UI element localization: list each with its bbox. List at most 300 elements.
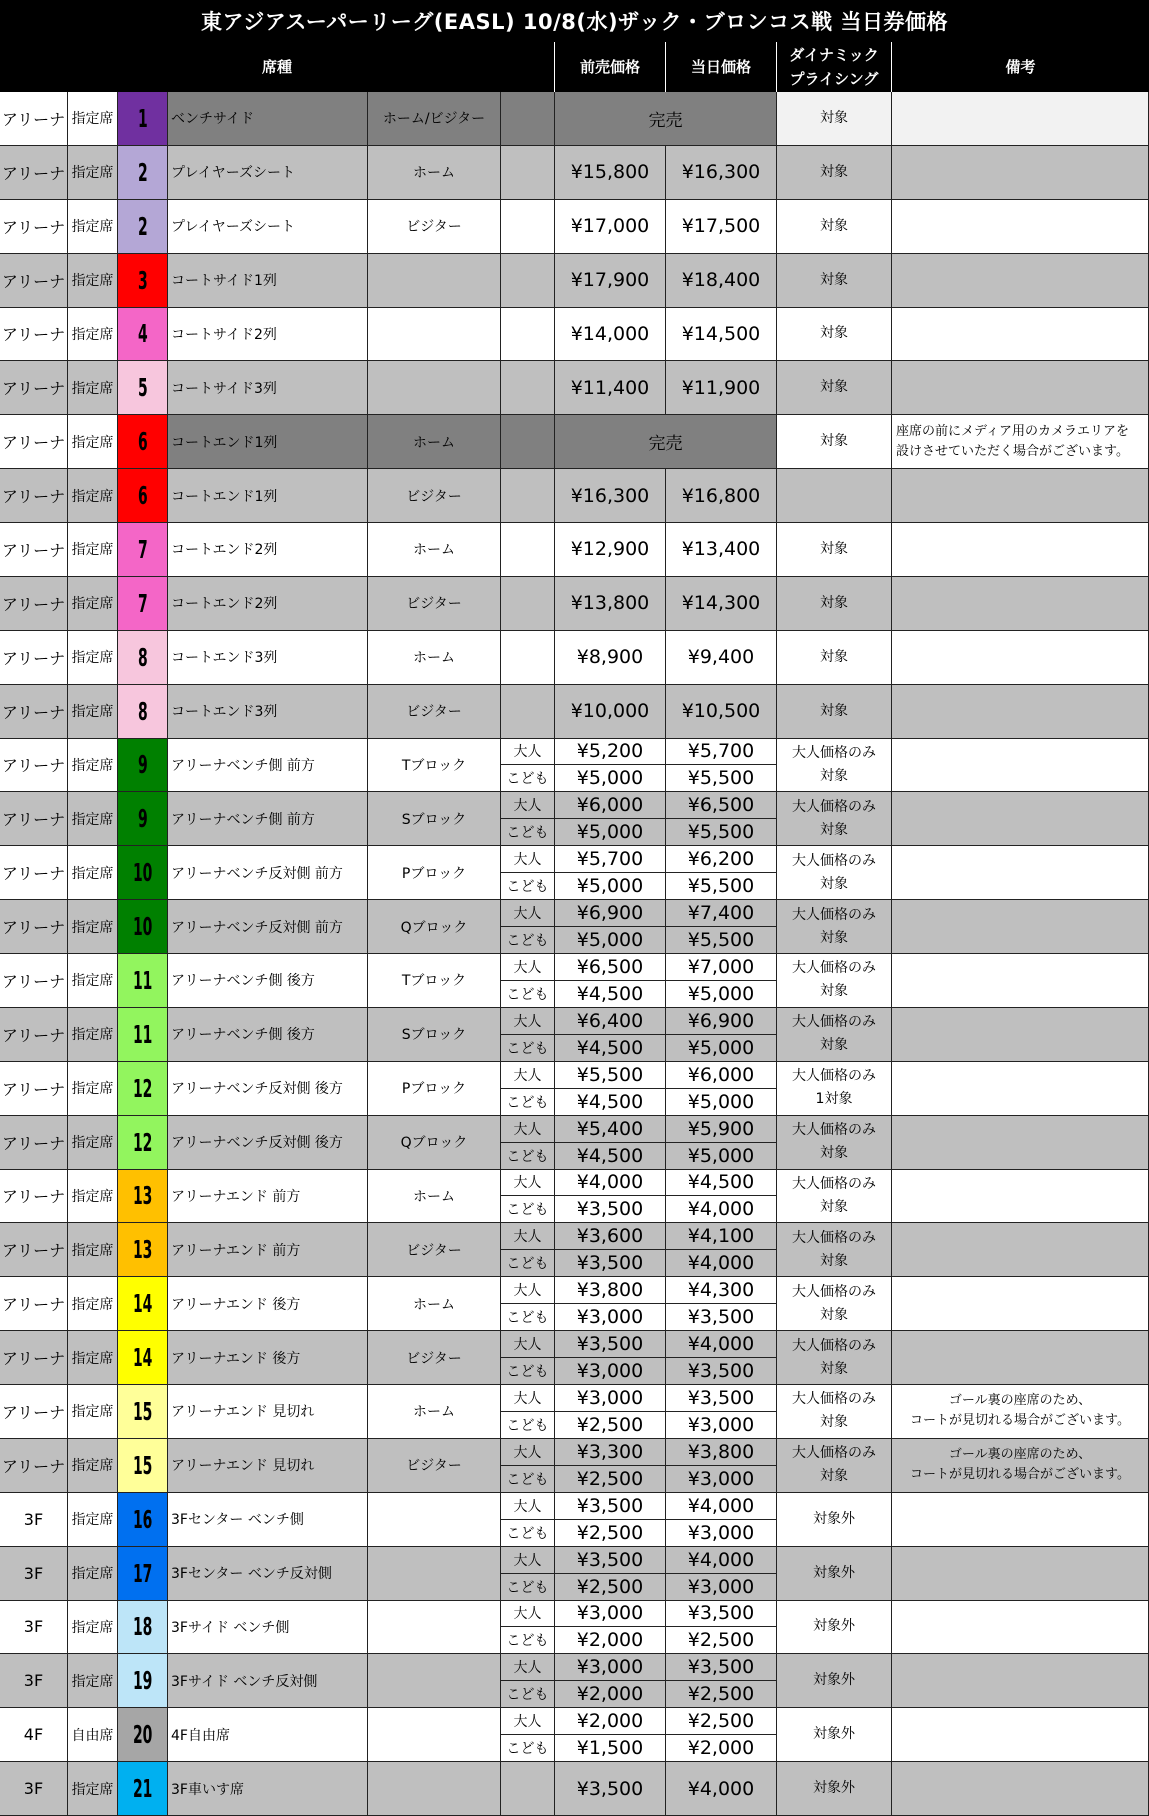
dynamic-line1: 対象 — [820, 540, 848, 557]
seat-name-cell: アリーナベンチ側 後方 — [168, 1008, 368, 1062]
dynamic-line2: 対象 — [820, 875, 848, 892]
adult-label: 大人 — [501, 1223, 555, 1250]
seat-name-cell: ベンチサイド — [168, 92, 368, 146]
seat-number: 19 — [132, 1666, 153, 1696]
seat-number-badge — [118, 469, 168, 523]
advance-price-child: ¥5,000 — [555, 765, 666, 792]
block-cell — [368, 308, 501, 362]
adult-label: 大人 — [501, 739, 555, 766]
area-cell: アリーナ — [0, 631, 68, 685]
block-cell: ビジター — [368, 1331, 501, 1385]
notes-cell — [892, 469, 1149, 523]
child-label: こども — [501, 765, 555, 792]
advance-price-adult: ¥6,400 — [555, 1008, 666, 1035]
notes-cell — [892, 577, 1149, 631]
dynamic-line2: 対象 — [820, 767, 848, 784]
sameday-price-adult: ¥6,500 — [666, 792, 777, 819]
area-cell: アリーナ — [0, 739, 68, 793]
seat-type-cell: 指定席 — [68, 1277, 118, 1331]
advance-price: ¥17,000 — [555, 200, 666, 254]
seat-number: 17 — [132, 1558, 153, 1588]
seat-type-cell: 指定席 — [68, 792, 118, 846]
adult-label: 大人 — [501, 1331, 555, 1358]
sameday-price-adult: ¥4,500 — [666, 1170, 777, 1197]
seat-name-cell: アリーナベンチ反対側 後方 — [168, 1116, 368, 1170]
advance-price-adult: ¥3,500 — [555, 1331, 666, 1358]
dynamic-pricing-cell — [777, 1708, 892, 1762]
dynamic-line2: 対象 — [820, 1252, 848, 1269]
advance-price-child: ¥5,000 — [555, 927, 666, 954]
dynamic-pricing-cell — [777, 1331, 892, 1385]
dynamic-line1: 大人価格のみ — [792, 1445, 876, 1462]
advance-price: ¥3,500 — [555, 1762, 666, 1816]
block-cell — [368, 361, 501, 415]
area-cell: アリーナ — [0, 577, 68, 631]
notes-cell — [892, 954, 1149, 1008]
dynamic-line1: 大人価格のみ — [792, 744, 876, 761]
adult-label: 大人 — [501, 1601, 555, 1628]
dynamic-pricing-cell — [777, 792, 892, 846]
dynamic-pricing-cell — [777, 846, 892, 900]
block-cell: ホーム — [368, 631, 501, 685]
seat-type-cell: 指定席 — [68, 1601, 118, 1655]
sub-label-cell — [501, 1762, 555, 1816]
advance-price-adult: ¥3,300 — [555, 1439, 666, 1466]
advance-price-adult: ¥3,500 — [555, 1547, 666, 1574]
advance-price-child: ¥5,000 — [555, 819, 666, 846]
area-cell: アリーナ — [0, 1062, 68, 1116]
seat-name-cell: コートサイド3列 — [168, 361, 368, 415]
note-line1: ゴール裏の座席のため、 — [948, 1393, 1092, 1409]
adult-label: 大人 — [501, 954, 555, 981]
seat-name-cell: アリーナベンチ反対側 前方 — [168, 900, 368, 954]
dynamic-pricing-cell — [777, 308, 892, 362]
seat-number-badge — [118, 792, 168, 846]
seat-number: 8 — [137, 642, 148, 672]
seat-number: 21 — [132, 1774, 153, 1804]
dynamic-line2: 対象 — [820, 1198, 848, 1215]
note-line1: 座席の前にメディア用のカメラエリアを — [896, 423, 1129, 439]
block-cell: Sブロック — [368, 1008, 501, 1062]
seat-type-cell: 指定席 — [68, 954, 118, 1008]
block-cell: Pブロック — [368, 1062, 501, 1116]
child-label: こども — [501, 1196, 555, 1223]
advance-price-child: ¥4,500 — [555, 1089, 666, 1116]
seat-number-badge — [118, 1277, 168, 1331]
sub-label-cell — [501, 631, 555, 685]
adult-label: 大人 — [501, 900, 555, 927]
advance-price-child: ¥3,500 — [555, 1196, 666, 1223]
sameday-price-adult: ¥4,000 — [666, 1331, 777, 1358]
sameday-price-child: ¥2,500 — [666, 1681, 777, 1708]
area-cell: アリーナ — [0, 1170, 68, 1224]
sameday-price: ¥10,500 — [666, 685, 777, 739]
seat-type-cell: 指定席 — [68, 1008, 118, 1062]
advance-price-child: ¥4,500 — [555, 1143, 666, 1170]
advance-price-adult: ¥4,000 — [555, 1170, 666, 1197]
dynamic-line2: 対象 — [820, 821, 848, 838]
sameday-price-child: ¥3,500 — [666, 1304, 777, 1331]
header-seat: 席種 — [0, 42, 555, 92]
seat-number-badge — [118, 577, 168, 631]
seat-name-cell: コートエンド2列 — [168, 523, 368, 577]
dynamic-pricing-cell — [777, 1277, 892, 1331]
seat-number: 10 — [132, 858, 153, 888]
dynamic-line1: 対象 — [820, 702, 848, 719]
block-cell — [368, 1493, 501, 1547]
sameday-price-child: ¥2,000 — [666, 1735, 777, 1762]
area-cell: アリーナ — [0, 1385, 68, 1439]
header-notes: 備考 — [892, 42, 1149, 92]
notes-cell — [892, 361, 1149, 415]
seat-number-badge — [118, 1116, 168, 1170]
seat-number-badge — [118, 1331, 168, 1385]
child-label: こども — [501, 1627, 555, 1654]
adult-label: 大人 — [501, 1547, 555, 1574]
advance-price-child: ¥3,000 — [555, 1304, 666, 1331]
advance-price-child: ¥2,500 — [555, 1574, 666, 1601]
notes-cell — [892, 1708, 1149, 1762]
dynamic-pricing-cell — [777, 685, 892, 739]
dynamic-line1: 大人価格のみ — [792, 1229, 876, 1246]
seat-name-cell: アリーナベンチ側 後方 — [168, 954, 368, 1008]
dynamic-line1: 大人価格のみ — [792, 906, 876, 923]
notes-cell — [892, 146, 1149, 200]
seat-number: 20 — [132, 1720, 153, 1750]
block-cell: Tブロック — [368, 739, 501, 793]
seat-number-badge — [118, 631, 168, 685]
child-label: こども — [501, 1412, 555, 1439]
dynamic-line1: 対象 — [820, 325, 848, 342]
advance-price-child: ¥2,500 — [555, 1520, 666, 1547]
notes-cell — [892, 1116, 1149, 1170]
child-label: こども — [501, 873, 555, 900]
sameday-price-adult: ¥3,500 — [666, 1385, 777, 1412]
sameday-price-adult: ¥4,300 — [666, 1277, 777, 1304]
advance-price-adult: ¥6,500 — [555, 954, 666, 981]
seat-type-cell: 指定席 — [68, 577, 118, 631]
sameday-price: ¥17,500 — [666, 200, 777, 254]
block-cell: ホーム — [368, 523, 501, 577]
notes-cell — [892, 1277, 1149, 1331]
dynamic-pricing-cell — [777, 1654, 892, 1708]
seat-name-cell: アリーナエンド 見切れ — [168, 1385, 368, 1439]
area-cell: アリーナ — [0, 954, 68, 1008]
sameday-price: ¥4,000 — [666, 1762, 777, 1816]
area-cell: アリーナ — [0, 846, 68, 900]
seat-type-cell: 指定席 — [68, 1654, 118, 1708]
seat-number: 12 — [132, 1127, 153, 1157]
seat-number: 18 — [132, 1612, 153, 1642]
seat-type-cell: 指定席 — [68, 1762, 118, 1816]
dynamic-line1: 対象外 — [813, 1726, 855, 1743]
seat-name-cell: コートエンド3列 — [168, 631, 368, 685]
block-cell — [368, 1601, 501, 1655]
sameday-price-adult: ¥3,500 — [666, 1601, 777, 1628]
block-cell — [368, 1654, 501, 1708]
child-label: こども — [501, 1035, 555, 1062]
dynamic-line1: 大人価格のみ — [792, 960, 876, 977]
sameday-price-adult: ¥6,200 — [666, 846, 777, 873]
seat-type-cell: 指定席 — [68, 308, 118, 362]
seat-type-cell: 指定席 — [68, 846, 118, 900]
sameday-price: ¥16,300 — [666, 146, 777, 200]
block-cell — [368, 1708, 501, 1762]
sameday-price-adult: ¥3,500 — [666, 1654, 777, 1681]
area-cell: アリーナ — [0, 146, 68, 200]
seat-number: 13 — [132, 1181, 153, 1211]
sameday-price-adult: ¥4,000 — [666, 1493, 777, 1520]
dynamic-pricing-cell — [777, 1385, 892, 1439]
block-cell: ホーム — [368, 146, 501, 200]
block-cell: ビジター — [368, 577, 501, 631]
advance-price-child: ¥3,500 — [555, 1250, 666, 1277]
sameday-price: ¥14,500 — [666, 308, 777, 362]
area-cell: アリーナ — [0, 1331, 68, 1385]
area-cell: アリーナ — [0, 1277, 68, 1331]
child-label: こども — [501, 1143, 555, 1170]
notes-cell — [892, 308, 1149, 362]
sameday-price-adult: ¥4,000 — [666, 1547, 777, 1574]
sameday-price: ¥9,400 — [666, 631, 777, 685]
seat-type-cell: 指定席 — [68, 200, 118, 254]
seat-name-cell: アリーナエンド 後方 — [168, 1277, 368, 1331]
seat-name-cell: コートサイド2列 — [168, 308, 368, 362]
advance-price-adult: ¥5,700 — [555, 846, 666, 873]
seat-number: 12 — [132, 1073, 153, 1103]
dynamic-line2: 1対象 — [815, 1091, 853, 1108]
seat-name-cell: アリーナエンド 見切れ — [168, 1439, 368, 1493]
seat-number: 15 — [132, 1450, 153, 1480]
soldout-cell: 完売 — [555, 415, 777, 469]
child-label: こども — [501, 1574, 555, 1601]
seat-name-cell: アリーナベンチ反対側 後方 — [168, 1062, 368, 1116]
seat-number-badge — [118, 1385, 168, 1439]
dynamic-pricing-cell — [777, 200, 892, 254]
seat-number-badge — [118, 1708, 168, 1762]
advance-price-adult: ¥5,200 — [555, 739, 666, 766]
seat-type-cell: 指定席 — [68, 900, 118, 954]
notes-cell — [892, 631, 1149, 685]
sameday-price-child: ¥3,500 — [666, 1358, 777, 1385]
seat-number-badge — [118, 846, 168, 900]
notes-cell — [892, 1062, 1149, 1116]
sameday-price-child: ¥5,000 — [666, 1035, 777, 1062]
seat-number: 11 — [132, 1019, 153, 1049]
block-cell: ビジター — [368, 469, 501, 523]
notes-cell — [892, 1223, 1149, 1277]
sameday-price-adult: ¥6,900 — [666, 1008, 777, 1035]
seat-type-cell: 指定席 — [68, 1547, 118, 1601]
notes-cell — [892, 1493, 1149, 1547]
sameday-price-adult: ¥5,900 — [666, 1116, 777, 1143]
dynamic-pricing-cell — [777, 1439, 892, 1493]
sameday-price-adult: ¥7,400 — [666, 900, 777, 927]
sub-label-cell — [501, 469, 555, 523]
block-cell: ホーム — [368, 1385, 501, 1439]
child-label: こども — [501, 1304, 555, 1331]
seat-number: 4 — [137, 319, 148, 349]
advance-price: ¥11,400 — [555, 361, 666, 415]
seat-name-cell: コートエンド3列 — [168, 685, 368, 739]
sub-label-cell — [501, 254, 555, 308]
seat-number-badge — [118, 92, 168, 146]
sameday-price-child: ¥5,500 — [666, 819, 777, 846]
seat-number-badge — [118, 415, 168, 469]
note-line1: ゴール裏の座席のため、 — [948, 1447, 1092, 1463]
seat-number-badge — [118, 1170, 168, 1224]
seat-number-badge — [118, 1439, 168, 1493]
dynamic-pricing-cell — [777, 954, 892, 1008]
notes-cell — [892, 200, 1149, 254]
child-label: こども — [501, 1520, 555, 1547]
dynamic-pricing-cell — [777, 1762, 892, 1816]
seat-type-cell: 指定席 — [68, 415, 118, 469]
adult-label: 大人 — [501, 1008, 555, 1035]
dynamic-line2: 対象 — [820, 1145, 848, 1162]
dynamic-pricing-cell — [777, 92, 892, 146]
header-dynamic-line2: プライシング — [789, 70, 879, 88]
area-cell: 3F — [0, 1547, 68, 1601]
notes-cell — [892, 1762, 1149, 1816]
sub-label-cell — [501, 200, 555, 254]
area-cell: 3F — [0, 1493, 68, 1547]
block-cell: ビジター — [368, 200, 501, 254]
seat-number-badge — [118, 1062, 168, 1116]
dynamic-line1: 対象 — [820, 109, 848, 126]
sameday-price-child: ¥4,000 — [666, 1250, 777, 1277]
dynamic-pricing-cell — [777, 523, 892, 577]
child-label: こども — [501, 1681, 555, 1708]
dynamic-pricing-cell — [777, 1493, 892, 1547]
seat-name-cell: アリーナエンド 前方 — [168, 1223, 368, 1277]
dynamic-pricing-cell — [777, 146, 892, 200]
seat-name-cell: 3Fサイド ベンチ側 — [168, 1601, 368, 1655]
seat-type-cell: 指定席 — [68, 1493, 118, 1547]
advance-price-child: ¥2,000 — [555, 1627, 666, 1654]
sub-label-cell — [501, 146, 555, 200]
block-cell: ホーム — [368, 1277, 501, 1331]
sameday-price: ¥18,400 — [666, 254, 777, 308]
sub-label-cell — [501, 577, 555, 631]
block-cell: Pブロック — [368, 846, 501, 900]
adult-label: 大人 — [501, 1708, 555, 1735]
area-cell: アリーナ — [0, 254, 68, 308]
advance-price-child: ¥1,500 — [555, 1735, 666, 1762]
note-line2: 設けさせていただく場合がございます。 — [896, 443, 1129, 459]
dynamic-pricing-cell — [777, 361, 892, 415]
seat-number: 2 — [137, 157, 148, 187]
child-label: こども — [501, 1358, 555, 1385]
dynamic-line2: 対象 — [820, 929, 848, 946]
adult-label: 大人 — [501, 1170, 555, 1197]
advance-price: ¥12,900 — [555, 523, 666, 577]
sameday-price-child: ¥5,500 — [666, 927, 777, 954]
dynamic-line1: 対象外 — [813, 1672, 855, 1689]
area-cell: アリーナ — [0, 469, 68, 523]
seat-type-cell: 指定席 — [68, 92, 118, 146]
note-line2: コートが見切れる場合がございます。 — [910, 1467, 1130, 1483]
advance-price: ¥14,000 — [555, 308, 666, 362]
header-dynamic — [777, 42, 892, 92]
sameday-price-adult: ¥7,000 — [666, 954, 777, 981]
area-cell: アリーナ — [0, 1223, 68, 1277]
seat-number-badge — [118, 200, 168, 254]
sub-label-cell — [501, 415, 555, 469]
seat-type-cell: 指定席 — [68, 146, 118, 200]
seat-name-cell: アリーナエンド 前方 — [168, 1170, 368, 1224]
dynamic-pricing-cell — [777, 415, 892, 469]
child-label: こども — [501, 981, 555, 1008]
block-cell: ビジター — [368, 1223, 501, 1277]
child-label: こども — [501, 1250, 555, 1277]
block-cell — [368, 254, 501, 308]
dynamic-pricing-cell — [777, 900, 892, 954]
sub-label-cell — [501, 308, 555, 362]
seat-number: 14 — [132, 1343, 153, 1373]
advance-price-adult: ¥3,500 — [555, 1493, 666, 1520]
dynamic-line1: 大人価格のみ — [792, 1014, 876, 1031]
sameday-price-child: ¥4,000 — [666, 1196, 777, 1223]
advance-price-adult: ¥6,900 — [555, 900, 666, 927]
sameday-price-adult: ¥2,500 — [666, 1708, 777, 1735]
seat-number: 11 — [132, 965, 153, 995]
seat-number-badge — [118, 1547, 168, 1601]
seat-type-cell: 指定席 — [68, 631, 118, 685]
dynamic-line1: 対象外 — [813, 1780, 855, 1797]
notes-cell — [892, 1601, 1149, 1655]
block-cell: Tブロック — [368, 954, 501, 1008]
dynamic-line1: 大人価格のみ — [792, 1068, 876, 1085]
dynamic-line1: 対象 — [820, 594, 848, 611]
sameday-price-adult: ¥6,000 — [666, 1062, 777, 1089]
area-cell: アリーナ — [0, 415, 68, 469]
sameday-price: ¥13,400 — [666, 523, 777, 577]
sameday-price-child: ¥3,000 — [666, 1466, 777, 1493]
seat-number-badge — [118, 1654, 168, 1708]
dynamic-pricing-cell — [777, 1008, 892, 1062]
seat-type-cell: 指定席 — [68, 1062, 118, 1116]
notes-cell — [892, 254, 1149, 308]
area-cell: 3F — [0, 1654, 68, 1708]
dynamic-pricing-cell — [777, 631, 892, 685]
advance-price-adult: ¥3,600 — [555, 1223, 666, 1250]
sameday-price-child: ¥2,500 — [666, 1627, 777, 1654]
area-cell: アリーナ — [0, 792, 68, 846]
notes-cell — [892, 415, 1149, 469]
block-cell: Qブロック — [368, 1116, 501, 1170]
seat-number: 7 — [137, 588, 148, 618]
block-cell: ビジター — [368, 1439, 501, 1493]
sameday-price-child: ¥5,000 — [666, 981, 777, 1008]
adult-label: 大人 — [501, 846, 555, 873]
sameday-price: ¥11,900 — [666, 361, 777, 415]
seat-number: 1 — [137, 103, 148, 133]
seat-type-cell: 指定席 — [68, 1170, 118, 1224]
seat-name-cell: 4F自由席 — [168, 1708, 368, 1762]
header-dynamic-line1: ダイナミック — [789, 46, 879, 64]
dynamic-line1: 大人価格のみ — [792, 852, 876, 869]
seat-number-badge — [118, 523, 168, 577]
seat-number: 10 — [132, 912, 153, 942]
seat-number-badge — [118, 1493, 168, 1547]
block-cell — [368, 1547, 501, 1601]
sub-label-cell — [501, 685, 555, 739]
area-cell: アリーナ — [0, 900, 68, 954]
seat-number-badge — [118, 1008, 168, 1062]
seat-number-badge — [118, 954, 168, 1008]
dynamic-line1: 対象 — [820, 433, 848, 450]
